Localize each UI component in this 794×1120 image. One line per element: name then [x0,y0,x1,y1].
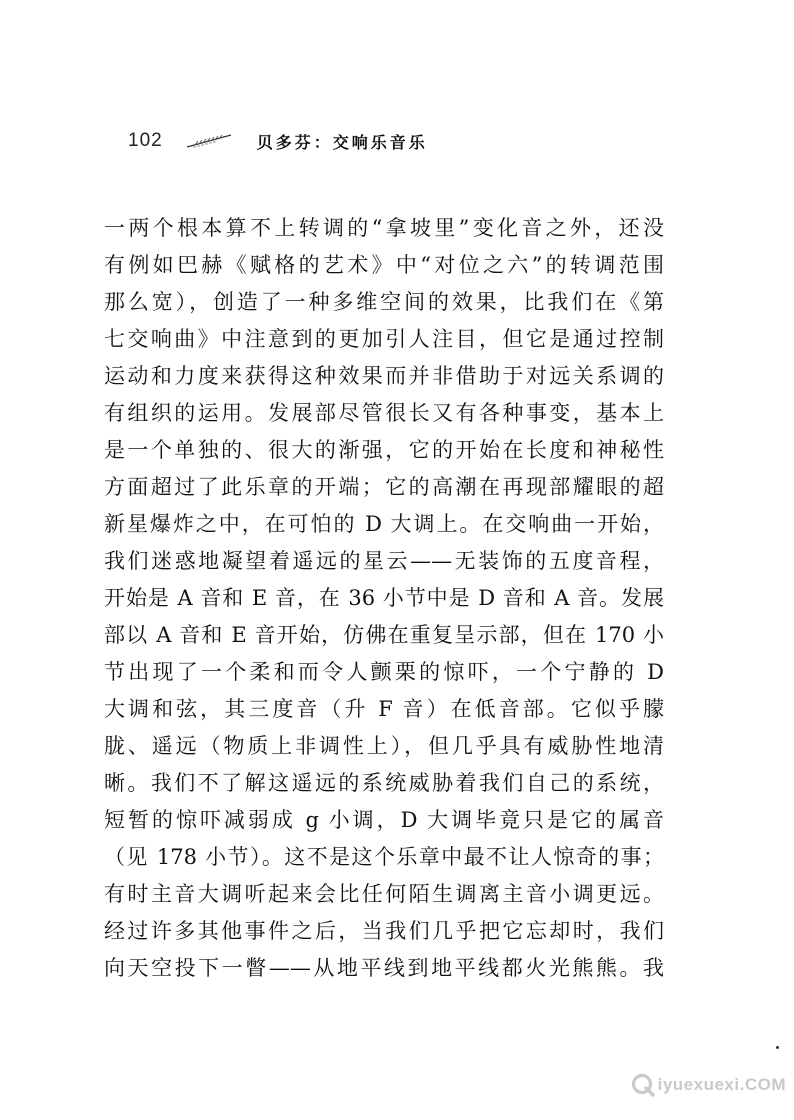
page-header [128,124,428,158]
q-logo-icon [630,1072,656,1098]
feather-ornament-icon [185,132,233,150]
text-line: 有时主音大调听起来会比任何陌生调离主音小调更远。 [104,882,664,906]
watermark-text: iyuexuexi.COM [657,1075,786,1094]
text-line: 短暂的惊吓减弱成 g 小调，D 大调毕竟只是它的属音 [104,808,664,832]
text-line: 节出现了一个柔和而令人颤栗的惊吓，一个宁静的 D [104,660,664,684]
text-line: 胧、遥远（物质上非调性上），但几乎具有威胁性地清 [104,734,664,758]
text-line: 有组织的运用。发展部尽管很长又有各种事变，基本上 [104,401,664,425]
text-line: 新星爆炸之中，在可怕的 D 大调上。在交响曲一开始， [104,512,664,536]
text-line: 有例如巴赫《赋格的艺术》中“对位之六”的转调范围 [104,253,664,277]
page-number: 102 [128,130,163,151]
text-line: 是一个单独的、很大的渐强，它的开始在长度和神秘性 [104,438,664,462]
body-text [104,210,664,987]
text-line: 大调和弦，其三度音（升 F 音）在低音部。它似乎朦 [104,697,664,721]
scan-speck [776,1046,779,1049]
text-line: 一两个根本算不上转调的“拿坡里”变化音之外，还没 [104,216,664,240]
text-line: 开始是 A 音和 E 音，在 36 小节中是 D 音和 A 音。发展 [104,586,664,610]
text-line: 部以 A 音和 E 音开始，仿佛在重复呈示部，但在 170 小 [104,623,664,647]
text-line: 经过许多其他事件之后，当我们几乎把它忘却时，我们 [104,919,664,943]
text-line: （见 178 小节）。这不是这个乐章中最不让人惊奇的事； [104,845,664,869]
text-line: 我们迷惑地凝望着遥远的星云——无装饰的五度音程， [104,549,664,573]
text-line: 七交响曲》中注意到的更加引人注目，但它是通过控制 [104,327,664,351]
text-line: 运动和力度来获得这种效果而并非借助于对远关系调的 [104,364,664,388]
text-line: 晰。我们不了解这遥远的系统威胁着我们自己的系统， [104,771,664,795]
text-line: 方面超过了此乐章的开端；它的高潮在再现部耀眼的超 [104,475,664,499]
text-line: 那么宽），创造了一种多维空间的效果，比我们在《第 [104,290,664,314]
site-watermark [630,1072,786,1098]
running-title: 贝多芬：交响乐音乐 [256,132,428,152]
text-line: 向天空投下一瞥——从地平线到地平线都火光熊熊。我 [104,956,664,980]
